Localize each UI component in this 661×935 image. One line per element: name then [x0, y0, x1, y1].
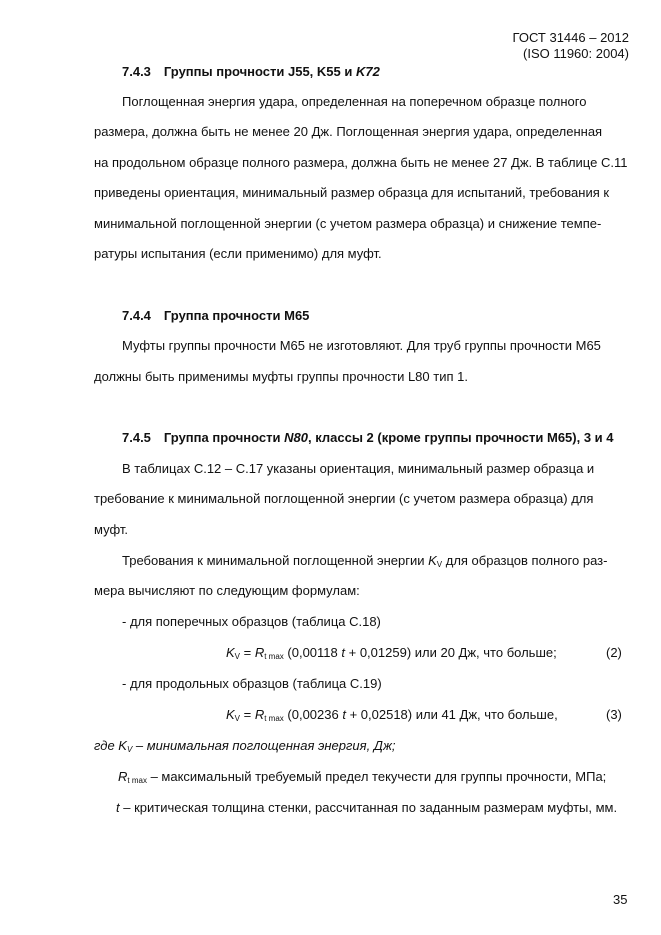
definition-t: t – критическая толщина стенки, рассчитанная по заданным размерам муфты, мм. — [116, 800, 618, 815]
paragraph-line: на продольном образце полного размера, должна быть не менее 27 Дж. В таблице С.11 — [94, 155, 628, 170]
page-number: 35 — [613, 892, 628, 907]
section-7-4-4-heading — [122, 308, 309, 324]
section-number: 7.4.5 — [122, 430, 151, 445]
paragraph-line: размера, должна быть не менее 20 Дж. Поглощенная энергия удара, определенная — [94, 124, 603, 139]
paragraph-line: Муфты группы прочности М65 не изготовляют. Для труб группы прочности М65 — [122, 338, 601, 353]
section-number: 7.4.4 — [122, 308, 151, 323]
standard-designation: ГОСТ 31446 – 2012 — [512, 30, 629, 45]
definition-rt-max: $R_{t max}$ – максимальный требуемый предел текучести для группы прочности, МПа; — [118, 769, 607, 785]
section-title-tail: , классы 2 (кроме группы прочности М65), 3 и 4 — [307, 430, 614, 445]
section-title: Группа прочности М65 — [163, 308, 310, 323]
section-7-4-5-heading — [122, 430, 614, 446]
paragraph-line: муфт. — [94, 522, 128, 537]
formula-3: $K_V = R_{t max}$ (0,00236 t + 0,02518) или 41 Дж, что больше, — [226, 707, 558, 723]
list-item: - для продольных образцов (таблица С.19) — [122, 676, 382, 691]
section-7-4-3-heading — [122, 64, 380, 80]
list-item: - для поперечных образцов (таблица С.18) — [122, 614, 381, 629]
formula-number: (2) — [606, 645, 622, 660]
paragraph-line: Поглощенная энергия удара, определенная на поперечном образце полного — [122, 94, 587, 109]
formula-number: (3) — [606, 707, 622, 722]
section-title-italic: N80 — [284, 430, 308, 445]
formula-2: $K_V = R_{t max}$ (0,00118 t + 0,01259) или 20 Дж, что больше; — [226, 645, 557, 661]
section-number: 7.4.3 — [122, 64, 151, 79]
paragraph-line: приведены ориентация, минимальный размер образца для испытаний, требования к — [94, 185, 610, 200]
section-title: Группы прочности J55, K55 и — [163, 64, 356, 79]
paragraph-line: мера вычисляют по следующим формулам: — [94, 583, 360, 598]
paragraph-line: Требования к минимальной поглощенной энергии $K_V$ для образцов полного раз- — [122, 553, 608, 569]
paragraph-line: В таблицах С.12 – С.17 указаны ориентация, минимальный размер образца и — [122, 461, 595, 476]
section-title: Группа прочности — [163, 430, 285, 445]
paragraph-line: ратуры испытания (если применимо) для муфт. — [94, 246, 382, 261]
section-title-italic: K72 — [355, 64, 380, 79]
paragraph-line: требование к минимальной поглощенной энергии (с учетом размера образца) для — [94, 491, 594, 506]
iso-reference: (ISO 11960: 2004) — [523, 46, 629, 61]
definition-kv: где $K_V$ – минимальная поглощенная энергия, Дж; — [94, 738, 396, 754]
paragraph-line: должны быть применимы муфты группы прочности L80 тип 1. — [94, 369, 468, 384]
paragraph-line: минимальной поглощенной энергии (с учетом размера образца) и снижение темпе- — [94, 216, 602, 231]
